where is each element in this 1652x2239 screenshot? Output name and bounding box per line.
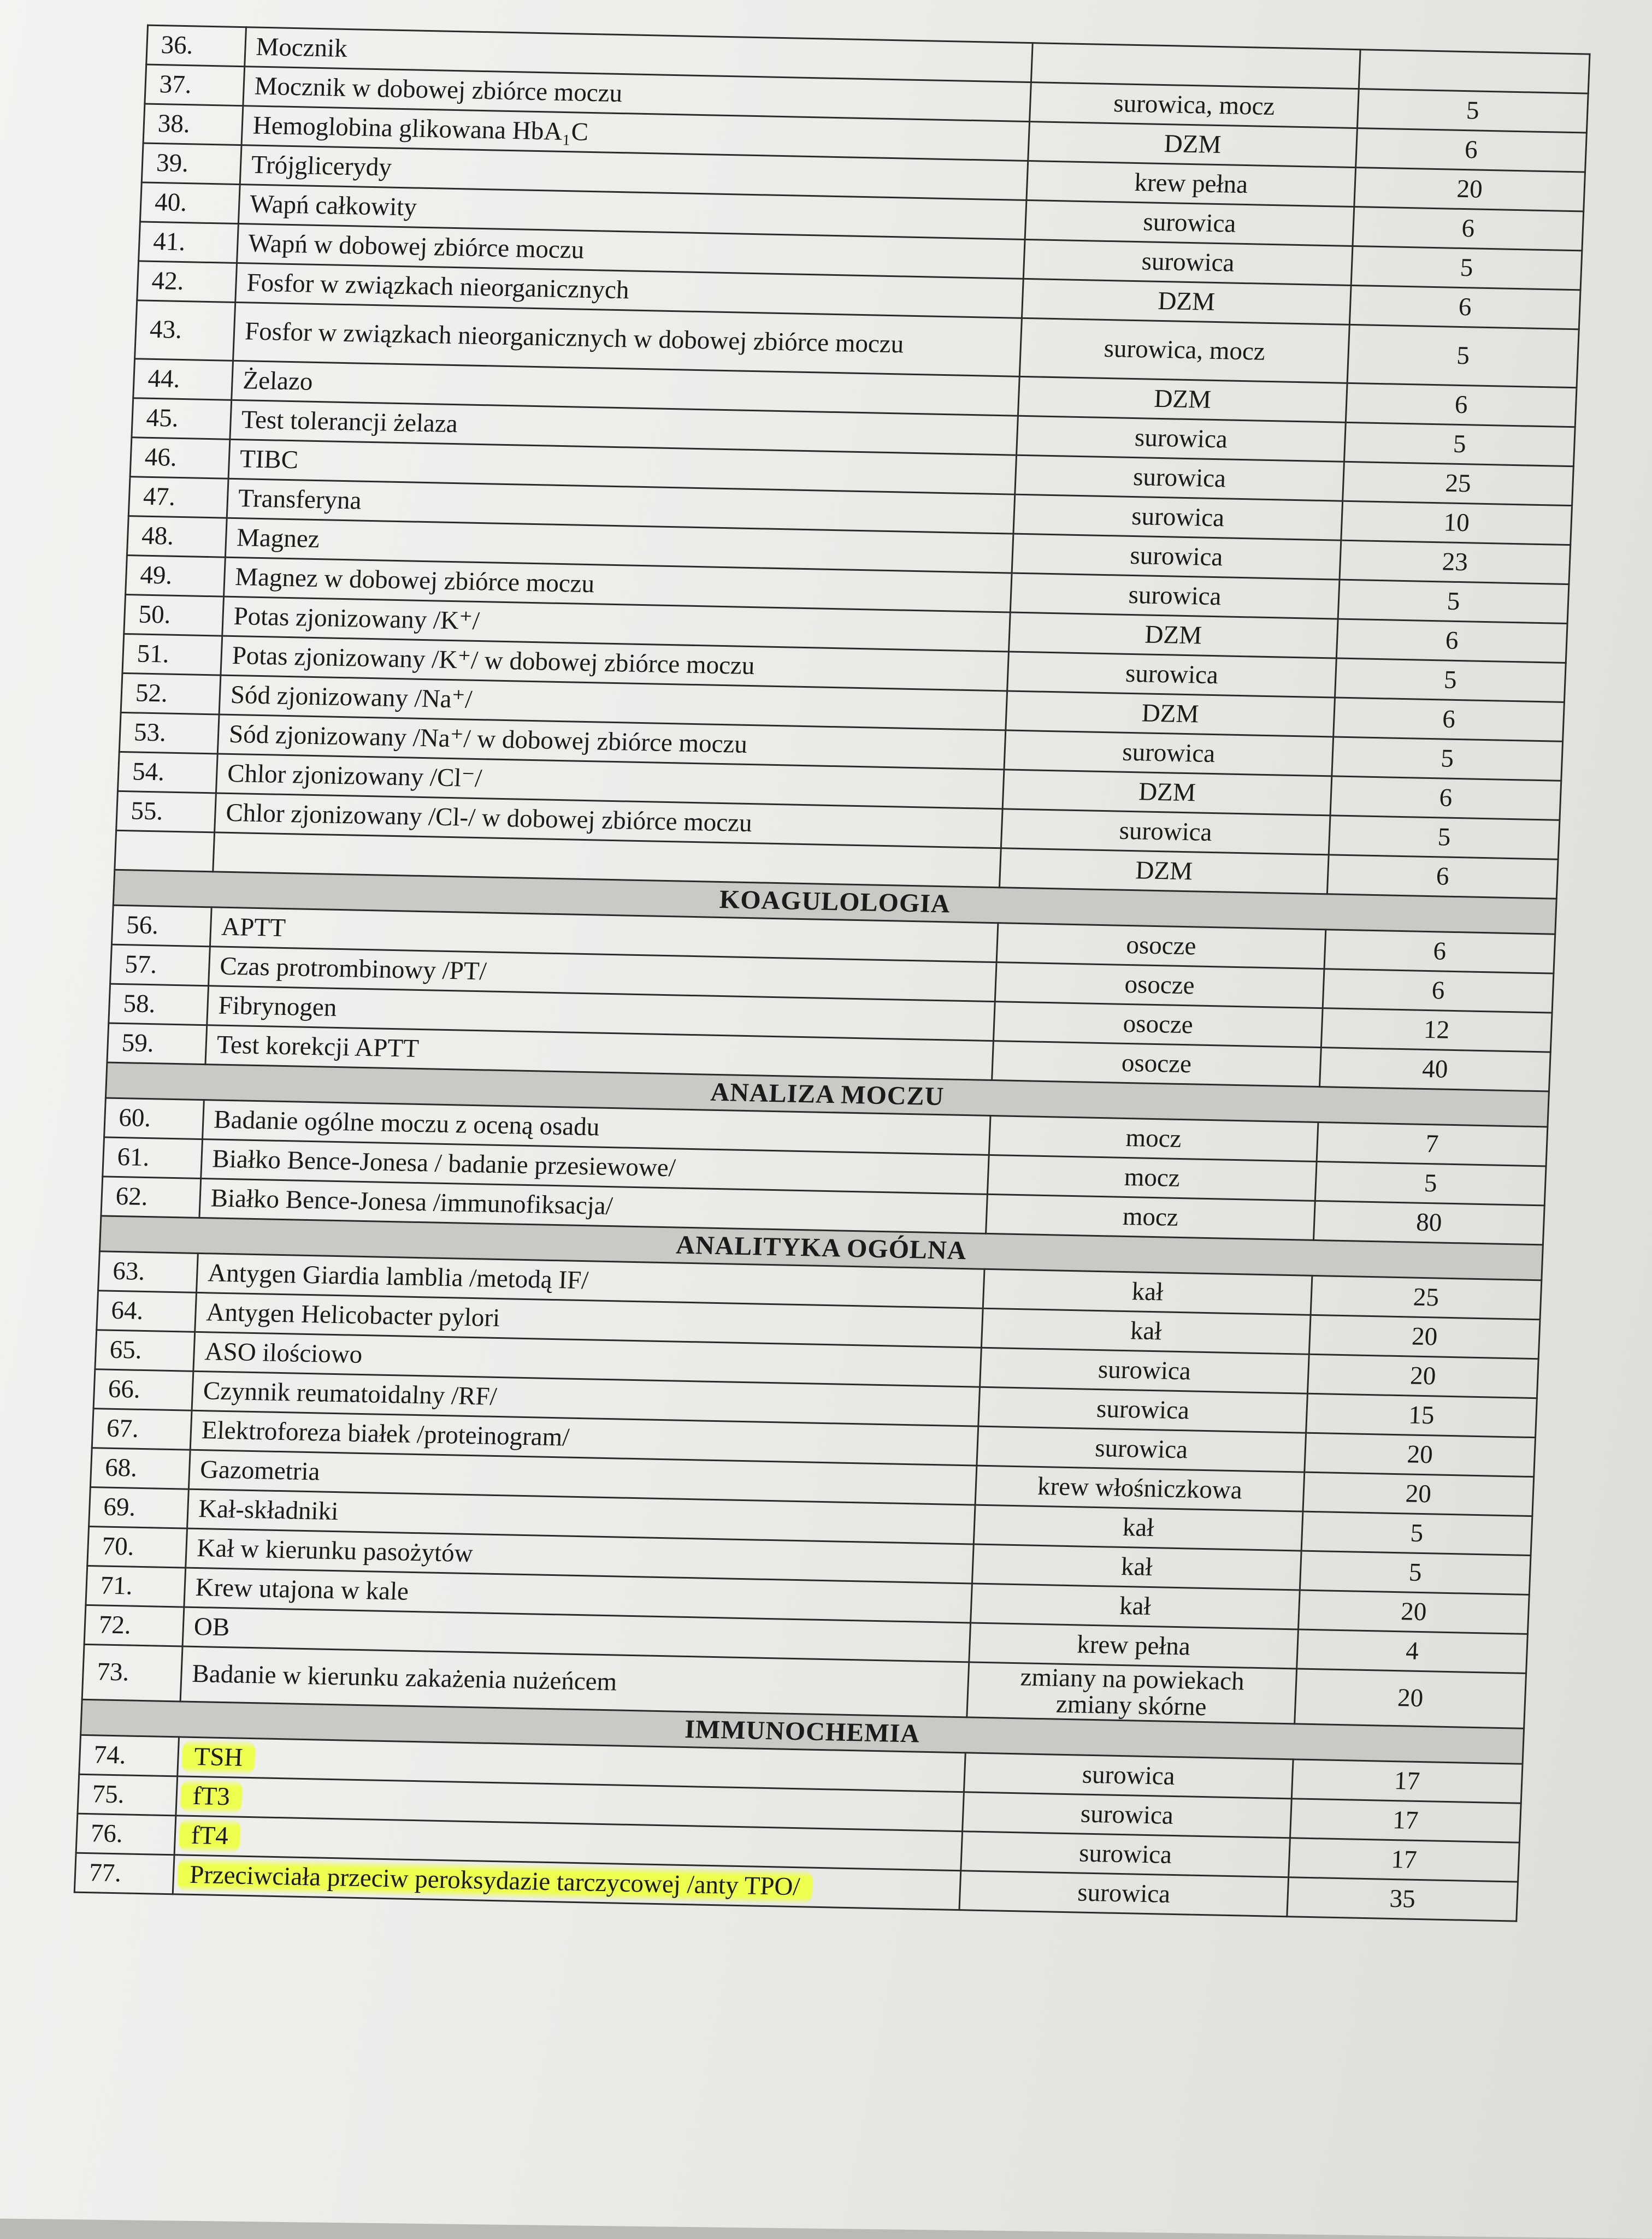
sample-material: surowica (961, 1832, 1290, 1877)
sample-material: osocze (993, 1002, 1323, 1048)
test-number: 36. (146, 25, 246, 67)
sample-material: kał (974, 1505, 1303, 1551)
test-price: 6 (1323, 969, 1554, 1013)
sample-material: krew pełna (1026, 161, 1356, 207)
test-number: 75. (78, 1774, 178, 1816)
test-price: 80 (1313, 1201, 1544, 1244)
test-number: 60. (104, 1098, 204, 1139)
highlighted-test-name: Przeciwciała przeciw peroksydazie tarczycowej /anty TPO/ (177, 1857, 813, 1904)
test-price: 20 (1309, 1315, 1540, 1358)
test-price: 5 (1357, 89, 1588, 133)
test-number: 73. (82, 1644, 182, 1702)
test-price: 15 (1306, 1393, 1537, 1437)
sample-material: DZM (1008, 612, 1338, 658)
highlighted-test-name: TSH (181, 1739, 255, 1775)
test-price: 5 (1332, 737, 1563, 781)
test-name: Antygen Helicobacter pylori (195, 1292, 983, 1348)
test-number: 69. (89, 1487, 189, 1529)
sample-material-line: zmiany na powiekach (1019, 1663, 1245, 1696)
test-name: Sód zjonizowany /Na⁺/ (219, 675, 1007, 730)
test-name: Antygen Giardia lamblia /metodą IF/ (197, 1253, 985, 1308)
test-price: 6 (1336, 619, 1567, 663)
test-name: Fosfor w związkach nieorganicznych (235, 263, 1024, 318)
test-price: 5 (1338, 580, 1569, 623)
test-number: 53. (119, 712, 219, 754)
section-title: ANALIZA MOCZU (105, 1062, 1549, 1127)
test-name: Test tolerancji żelaza (230, 400, 1018, 455)
sample-material: surowica (1012, 534, 1341, 580)
test-name: Kał-składniki (187, 1489, 976, 1544)
test-number: 51. (122, 634, 222, 675)
test-number: 49. (126, 556, 226, 597)
test-name: Czas protrombinowy /PT/ (209, 947, 997, 1002)
test-number: 71. (86, 1565, 186, 1607)
test-number: 52. (121, 673, 221, 714)
sample-material: surowica (1017, 416, 1346, 462)
test-name: Mocznik w dobowej zbiórce moczu (243, 67, 1031, 122)
sample-material: surowica, mocz (1019, 318, 1349, 383)
sample-material: DZM (1028, 122, 1358, 168)
sample-material: surowica (1004, 730, 1334, 776)
test-price: 35 (1287, 1877, 1518, 1921)
test-name: Mocznik (245, 27, 1033, 82)
test-name: TIBC (228, 439, 1017, 494)
test-price: 20 (1354, 168, 1585, 211)
test-price: 17 (1290, 1799, 1521, 1842)
test-number: 40. (140, 182, 240, 224)
sample-material: osocze (996, 923, 1326, 969)
sample-material: surowica (964, 1753, 1293, 1799)
lab-test-price-table (74, 25, 1591, 1922)
test-number: 37. (145, 64, 245, 106)
test-number: 67. (92, 1409, 192, 1450)
test-price: 20 (1295, 1669, 1526, 1728)
test-name: Fosfor w związkach nieorganicznych w dobowej zbiórce moczu (233, 302, 1022, 376)
test-name: Kał w kierunku pasożytów (186, 1528, 974, 1584)
test-name: Trójglicerydy (240, 145, 1028, 200)
test-number: 64. (97, 1291, 197, 1332)
test-price: 5 (1301, 1511, 1532, 1555)
test-number: 44. (133, 359, 233, 400)
test-number: 70. (87, 1527, 187, 1568)
test-price: 20 (1298, 1590, 1529, 1634)
test-number: 47. (128, 477, 228, 518)
test-number: 43. (135, 300, 235, 361)
test-price (1359, 50, 1590, 93)
test-name: Sód zjonizowany /Na⁺/ w dobowej zbiórce moczu (217, 714, 1006, 770)
section-title: KOAGULOLOGIA (113, 870, 1556, 934)
test-price: 6 (1356, 128, 1587, 172)
sample-material: surowica (1023, 239, 1353, 285)
sample-material: surowica (978, 1387, 1308, 1433)
test-number: 54. (117, 752, 217, 793)
sample-material: kał (983, 1269, 1312, 1315)
test-price: 5 (1329, 816, 1560, 859)
sample-material: DZM (999, 848, 1329, 894)
test-name: APTT (210, 907, 998, 962)
test-price: 17 (1291, 1759, 1523, 1803)
sample-material: krew włośniczkowa (975, 1466, 1305, 1511)
test-number: 48. (127, 516, 227, 558)
test-number: 57. (110, 944, 210, 986)
test-number: 77. (74, 1853, 174, 1894)
sample-material: osocze (995, 962, 1324, 1008)
test-name: Badanie ogólne moczu z oceną osadu (203, 1100, 991, 1155)
test-name: Potas zjonizowany /K⁺/ (222, 596, 1011, 652)
test-number: 76. (76, 1813, 176, 1855)
test-name: Fibrynogen (207, 986, 995, 1041)
test-price: 5 (1351, 246, 1582, 290)
sample-material: mocz (986, 1194, 1315, 1240)
sample-material: kał (971, 1584, 1300, 1629)
test-number: 50. (124, 595, 224, 636)
sample-material: surowica (963, 1792, 1292, 1838)
test-price: 10 (1341, 501, 1572, 545)
sample-material-line: zmiany skórne (1055, 1689, 1207, 1722)
test-number: 38. (143, 104, 243, 145)
table-body (74, 25, 1590, 1921)
test-price: 6 (1330, 776, 1561, 820)
test-name: Wapń całkowity (238, 185, 1026, 240)
test-number: 74. (79, 1735, 179, 1776)
sample-material: mocz (987, 1155, 1317, 1201)
test-price: 5 (1315, 1161, 1546, 1205)
test-name: Test korekcji APTT (205, 1025, 994, 1080)
test-price: 6 (1349, 285, 1580, 329)
test-price: 12 (1321, 1008, 1552, 1052)
sample-material: surowica (977, 1426, 1306, 1472)
test-name: Magnez w dobowej zbiórce moczu (224, 557, 1012, 612)
test-number: 55. (116, 791, 216, 832)
test-number (115, 830, 215, 872)
test-number: 66. (93, 1369, 193, 1411)
sample-material: surowica (1007, 652, 1337, 698)
test-name: Żelazo (232, 361, 1020, 416)
test-number: 41. (139, 222, 239, 263)
test-price: 5 (1344, 422, 1575, 466)
test-name: OB (182, 1607, 971, 1662)
test-name: Magnez (225, 518, 1013, 573)
test-name: Elektroforeza białek /proteinogram/ (190, 1410, 978, 1466)
test-number: 46. (130, 438, 230, 479)
sample-material: osocze (992, 1041, 1321, 1087)
test-number: 61. (103, 1137, 203, 1179)
sample-material: kał (981, 1308, 1311, 1354)
sample-material: surowica, mocz (1030, 82, 1359, 128)
test-price: 20 (1303, 1472, 1534, 1516)
test-price: 6 (1334, 698, 1565, 741)
section-title: IMMUNOCHEMIA (81, 1699, 1524, 1764)
test-number: 65. (95, 1330, 195, 1372)
section-title: ANALITYKA OGÓLNA (99, 1216, 1543, 1280)
test-number: 45. (132, 398, 232, 440)
sample-material: surowica (1001, 809, 1330, 855)
test-name: Krew utajona w kale (184, 1568, 972, 1623)
test-price: 7 (1317, 1123, 1548, 1166)
test-price: 6 (1327, 855, 1558, 899)
highlighted-test-name: fT4 (179, 1817, 241, 1853)
test-price: 6 (1353, 207, 1584, 251)
sample-material: krew pełna (969, 1623, 1299, 1669)
test-price: 40 (1320, 1048, 1551, 1091)
sample-material: surowica (1015, 455, 1344, 501)
highlighted-test-name: fT3 (180, 1778, 243, 1814)
test-price: 25 (1343, 462, 1574, 505)
test-price: 20 (1305, 1433, 1536, 1476)
sample-material: surowica (959, 1871, 1289, 1917)
sample-material: DZM (1018, 376, 1347, 422)
test-name: Hemoglobina glikowana HbA₁C (241, 106, 1030, 161)
test-name: ASO ilościowo (193, 1332, 982, 1387)
test-name: Transferyna (227, 478, 1015, 534)
test-number: 56. (111, 905, 211, 947)
test-name: Wapń w dobowej zbiórce moczu (237, 224, 1025, 279)
sample-material: DZM (1022, 279, 1351, 324)
test-price: 17 (1289, 1838, 1520, 1882)
sample-material: surowica (1013, 494, 1343, 540)
test-name: Czynnik reumatoidalny /RF/ (192, 1371, 980, 1426)
test-number: 62. (101, 1177, 201, 1218)
test-price: 6 (1324, 930, 1555, 973)
test-price: 5 (1335, 658, 1566, 702)
test-price: 25 (1311, 1275, 1542, 1319)
sample-material: surowica (1010, 573, 1340, 619)
test-price: 20 (1307, 1354, 1538, 1398)
test-price: 23 (1340, 540, 1571, 584)
price-list-table-wrapper (74, 25, 1589, 1922)
test-price: 6 (1346, 383, 1577, 427)
test-name: Białko Bence-Jonesa / badanie przesiewowe/ (201, 1139, 989, 1195)
sample-material: DZM (1006, 691, 1335, 737)
test-name: Chlor zjonizowany /Cl-/ w dobowej zbiórce moczu (215, 793, 1003, 848)
test-number: 39. (141, 143, 241, 185)
sample-material: kał (972, 1544, 1301, 1590)
test-number: 72. (84, 1605, 184, 1646)
test-price: 4 (1297, 1629, 1528, 1673)
test-name: Chlor zjonizowany /Cl⁻/ (216, 754, 1004, 809)
sample-material: surowica (1025, 200, 1354, 246)
test-number: 63. (98, 1251, 198, 1293)
test-number: 68. (90, 1448, 190, 1490)
test-price: 5 (1300, 1551, 1531, 1594)
test-number: 42. (137, 261, 237, 303)
sample-material: mocz (989, 1115, 1318, 1161)
sample-material: DZM (1002, 770, 1332, 816)
test-name: Badanie w kierunku zakażenia nużeńcem (180, 1646, 969, 1717)
test-name: Gazometria (188, 1450, 977, 1505)
test-number: 58. (109, 984, 209, 1025)
test-price: 5 (1347, 324, 1579, 387)
test-name: Potas zjonizowany /K⁺/ w dobowej zbiórce moczu (221, 636, 1009, 691)
sample-material: surowica (980, 1348, 1309, 1393)
sample-material (967, 1662, 1297, 1724)
test-name: Białko Bence-Jonesa /immunofiksacja/ (199, 1179, 988, 1234)
sample-material (1031, 43, 1360, 89)
test-number: 59. (107, 1023, 207, 1065)
